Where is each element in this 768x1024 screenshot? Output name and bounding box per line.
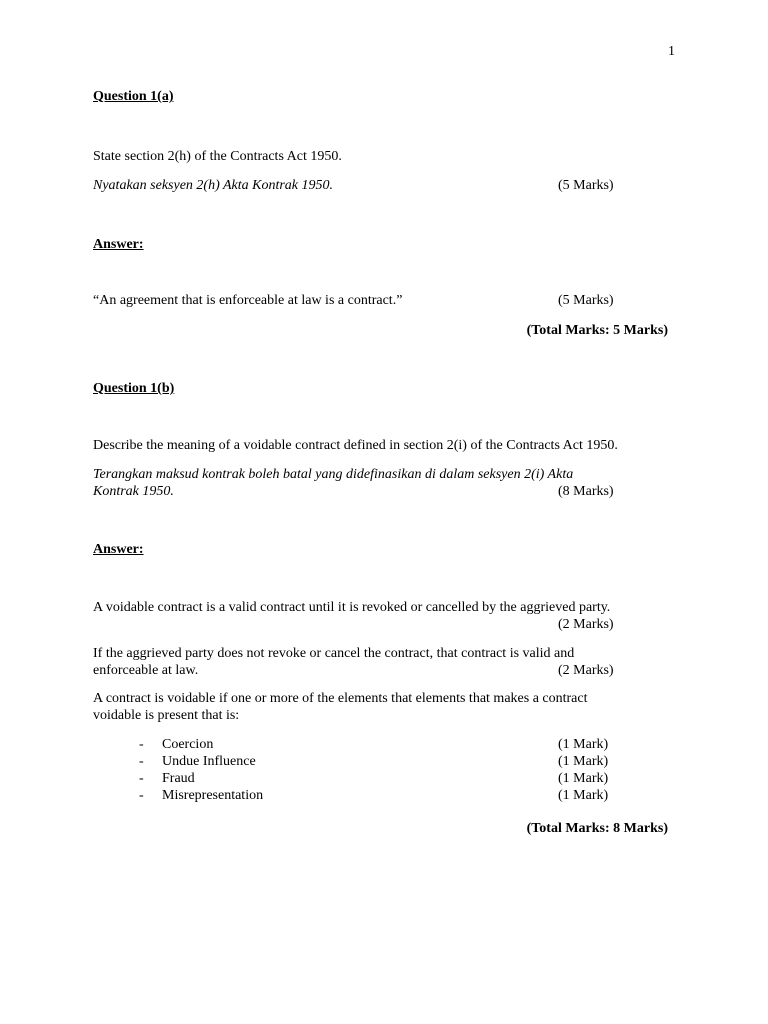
list-item-fraud-marks: (1 Mark) xyxy=(558,771,609,786)
list-item-coercion-marks: (1 Mark) xyxy=(558,737,609,752)
list-item-undue-influence: Undue Influence xyxy=(162,754,256,769)
list-item-bullet: - xyxy=(139,754,144,769)
answer-1b-paragraph-3-line2: voidable is present that is: xyxy=(93,708,240,723)
list-item-coercion: Coercion xyxy=(162,737,214,752)
question-1b-marks: (8 Marks) xyxy=(558,484,614,499)
answer-1a-marks: (5 Marks) xyxy=(558,293,614,308)
question-1a-heading: Question 1(a) xyxy=(93,89,174,104)
list-item-fraud: Fraud xyxy=(162,771,195,786)
answer-1a-heading: Answer: xyxy=(93,237,144,252)
answer-1b-paragraph-2-line2: enforceable at law. xyxy=(93,663,199,678)
answer-1b-heading: Answer: xyxy=(93,542,144,557)
answer-1b-paragraph-3-line1: A contract is voidable if one or more of the elements that elements that makes a contract xyxy=(93,691,588,706)
page-number: 1 xyxy=(668,44,675,59)
list-item-misrepresentation-marks: (1 Mark) xyxy=(558,788,609,803)
answer-1b-paragraph-2-line1: If the aggrieved party does not revoke or cancel the contract, that contract is valid and xyxy=(93,646,575,661)
list-item-misrepresentation: Misrepresentation xyxy=(162,788,264,803)
question-1b-total: (Total Marks: 8 Marks) xyxy=(526,821,668,836)
question-1a-text-malay: Nyatakan seksyen 2(h) Akta Kontrak 1950. xyxy=(93,178,334,193)
answer-1b-paragraph-1-marks: (2 Marks) xyxy=(558,617,614,632)
question-1b-text-malay-line2: Kontrak 1950. xyxy=(93,484,174,499)
question-1b-text: Describe the meaning of a voidable contract defined in section 2(i) of the Contracts Act 1950. xyxy=(93,438,618,453)
list-item-bullet: - xyxy=(139,788,144,803)
answer-1b-paragraph-1: A voidable contract is a valid contract until it is revoked or cancelled by the aggrieved party. xyxy=(93,600,611,615)
list-item-undue-influence-marks: (1 Mark) xyxy=(558,754,609,769)
question-1a-marks: (5 Marks) xyxy=(558,178,614,193)
answer-1b-paragraph-2-marks: (2 Marks) xyxy=(558,663,614,678)
question-1a-text: State section 2(h) of the Contracts Act 1950. xyxy=(93,149,342,164)
list-item-bullet: - xyxy=(139,771,144,786)
answer-1a-text: “An agreement that is enforceable at law is a contract.” xyxy=(93,293,403,308)
question-1a-total: (Total Marks: 5 Marks) xyxy=(526,323,668,338)
question-1b-text-malay-line1: Terangkan maksud kontrak boleh batal yang didefinasikan di dalam seksyen 2(i) Akta xyxy=(93,467,574,482)
list-item-bullet: - xyxy=(139,737,144,752)
question-1b-heading: Question 1(b) xyxy=(93,381,175,396)
